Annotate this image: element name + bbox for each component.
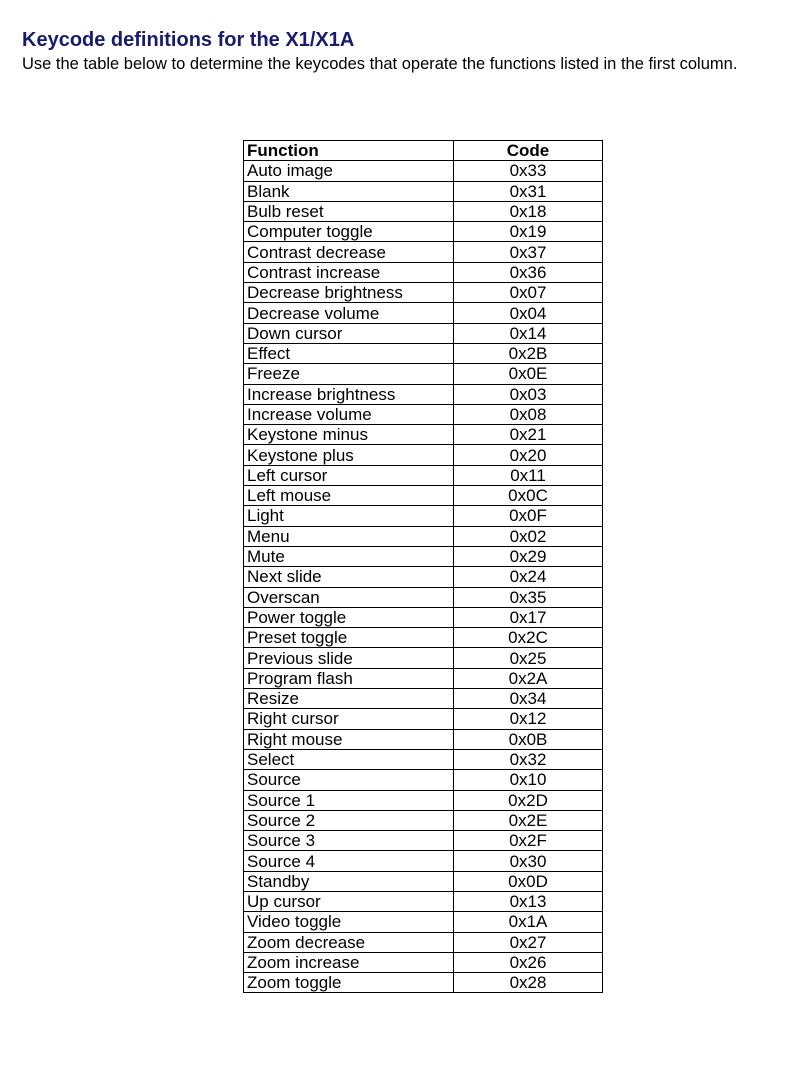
function-cell: Left cursor (244, 465, 454, 485)
function-cell: Right mouse (244, 729, 454, 749)
page-title: Keycode definitions for the X1/X1A (22, 29, 355, 51)
code-cell: 0x0C (454, 486, 603, 506)
code-cell: 0x19 (454, 222, 603, 242)
code-cell: 0x26 (454, 952, 603, 972)
code-cell: 0x0F (454, 506, 603, 526)
code-cell: 0x25 (454, 648, 603, 668)
table-row (244, 851, 603, 871)
table-row (244, 343, 603, 363)
code-cell: 0x30 (454, 851, 603, 871)
column-header-code: Code (454, 141, 603, 161)
code-cell: 0x14 (454, 323, 603, 343)
table-row (244, 628, 603, 648)
function-cell: Right cursor (244, 709, 454, 729)
table-row (244, 161, 603, 181)
function-cell: Menu (244, 526, 454, 546)
table-row (244, 303, 603, 323)
function-cell: Source (244, 770, 454, 790)
code-cell: 0x37 (454, 242, 603, 262)
code-cell: 0x02 (454, 526, 603, 546)
table-row (244, 526, 603, 546)
code-cell: 0x10 (454, 770, 603, 790)
function-cell: Zoom increase (244, 952, 454, 972)
table-row (244, 607, 603, 627)
code-cell: 0x28 (454, 973, 603, 993)
table-header-row (244, 141, 603, 161)
code-cell: 0x2E (454, 810, 603, 830)
table-row (244, 364, 603, 384)
table-row (244, 912, 603, 932)
code-cell: 0x18 (454, 201, 603, 221)
function-cell: Source 3 (244, 831, 454, 851)
table-row (244, 729, 603, 749)
table-row (244, 283, 603, 303)
table-row (244, 465, 603, 485)
table-row (244, 546, 603, 566)
table-row (244, 932, 603, 952)
table-row (244, 770, 603, 790)
function-cell: Decrease brightness (244, 283, 454, 303)
column-header-function: Function (244, 141, 454, 161)
function-cell: Increase brightness (244, 384, 454, 404)
table-row (244, 201, 603, 221)
code-cell: 0x04 (454, 303, 603, 323)
code-cell: 0x17 (454, 607, 603, 627)
keycode-table (243, 140, 603, 993)
table-row (244, 445, 603, 465)
table-row (244, 973, 603, 993)
function-cell: Source 2 (244, 810, 454, 830)
table-row (244, 952, 603, 972)
code-cell: 0x13 (454, 891, 603, 911)
function-cell: Program flash (244, 668, 454, 688)
code-cell: 0x07 (454, 283, 603, 303)
function-cell: Zoom toggle (244, 973, 454, 993)
code-cell: 0x2C (454, 628, 603, 648)
function-cell: Mute (244, 546, 454, 566)
code-cell: 0x0D (454, 871, 603, 891)
code-cell: 0x27 (454, 932, 603, 952)
function-cell: Select (244, 749, 454, 769)
table-row (244, 404, 603, 424)
code-cell: 0x20 (454, 445, 603, 465)
function-cell: Zoom decrease (244, 932, 454, 952)
table-row (244, 831, 603, 851)
code-cell: 0x21 (454, 425, 603, 445)
table-body (244, 161, 603, 993)
function-cell: Source 4 (244, 851, 454, 871)
table-row (244, 668, 603, 688)
table-row (244, 891, 603, 911)
function-cell: Light (244, 506, 454, 526)
code-cell: 0x11 (454, 465, 603, 485)
function-cell: Source 1 (244, 790, 454, 810)
code-cell: 0x0B (454, 729, 603, 749)
code-cell: 0x33 (454, 161, 603, 181)
function-cell: Next slide (244, 567, 454, 587)
function-cell: Power toggle (244, 607, 454, 627)
table-row (244, 567, 603, 587)
table-row (244, 384, 603, 404)
function-cell: Effect (244, 343, 454, 363)
function-cell: Down cursor (244, 323, 454, 343)
function-cell: Computer toggle (244, 222, 454, 242)
code-cell: 0x03 (454, 384, 603, 404)
table-row (244, 222, 603, 242)
function-cell: Decrease volume (244, 303, 454, 323)
code-cell: 0x2F (454, 831, 603, 851)
table-row (244, 871, 603, 891)
function-cell: Previous slide (244, 648, 454, 668)
function-cell: Preset toggle (244, 628, 454, 648)
function-cell: Up cursor (244, 891, 454, 911)
code-cell: 0x1A (454, 912, 603, 932)
code-cell: 0x31 (454, 181, 603, 201)
code-cell: 0x34 (454, 689, 603, 709)
function-cell: Increase volume (244, 404, 454, 424)
table-row (244, 810, 603, 830)
code-cell: 0x2D (454, 790, 603, 810)
function-cell: Contrast increase (244, 262, 454, 282)
function-cell: Contrast decrease (244, 242, 454, 262)
function-cell: Bulb reset (244, 201, 454, 221)
intro-text: Use the table below to determine the keycodes that operate the functions listed in the first column. (22, 55, 738, 73)
table-row (244, 425, 603, 445)
table-row (244, 587, 603, 607)
table-row (244, 262, 603, 282)
code-cell: 0x36 (454, 262, 603, 282)
function-cell: Freeze (244, 364, 454, 384)
code-cell: 0x24 (454, 567, 603, 587)
code-cell: 0x12 (454, 709, 603, 729)
function-cell: Keystone minus (244, 425, 454, 445)
code-cell: 0x29 (454, 546, 603, 566)
function-cell: Resize (244, 689, 454, 709)
table-row (244, 749, 603, 769)
code-cell: 0x0E (454, 364, 603, 384)
code-cell: 0x32 (454, 749, 603, 769)
function-cell: Standby (244, 871, 454, 891)
function-cell: Video toggle (244, 912, 454, 932)
function-cell: Keystone plus (244, 445, 454, 465)
table-row (244, 648, 603, 668)
table-row (244, 709, 603, 729)
table-row (244, 506, 603, 526)
table-row (244, 486, 603, 506)
code-cell: 0x2B (454, 343, 603, 363)
code-cell: 0x35 (454, 587, 603, 607)
table-row (244, 790, 603, 810)
table-row (244, 689, 603, 709)
function-cell: Overscan (244, 587, 454, 607)
code-cell: 0x2A (454, 668, 603, 688)
code-cell: 0x08 (454, 404, 603, 424)
table-row (244, 181, 603, 201)
function-cell: Auto image (244, 161, 454, 181)
table-row (244, 323, 603, 343)
function-cell: Left mouse (244, 486, 454, 506)
function-cell: Blank (244, 181, 454, 201)
table-row (244, 242, 603, 262)
